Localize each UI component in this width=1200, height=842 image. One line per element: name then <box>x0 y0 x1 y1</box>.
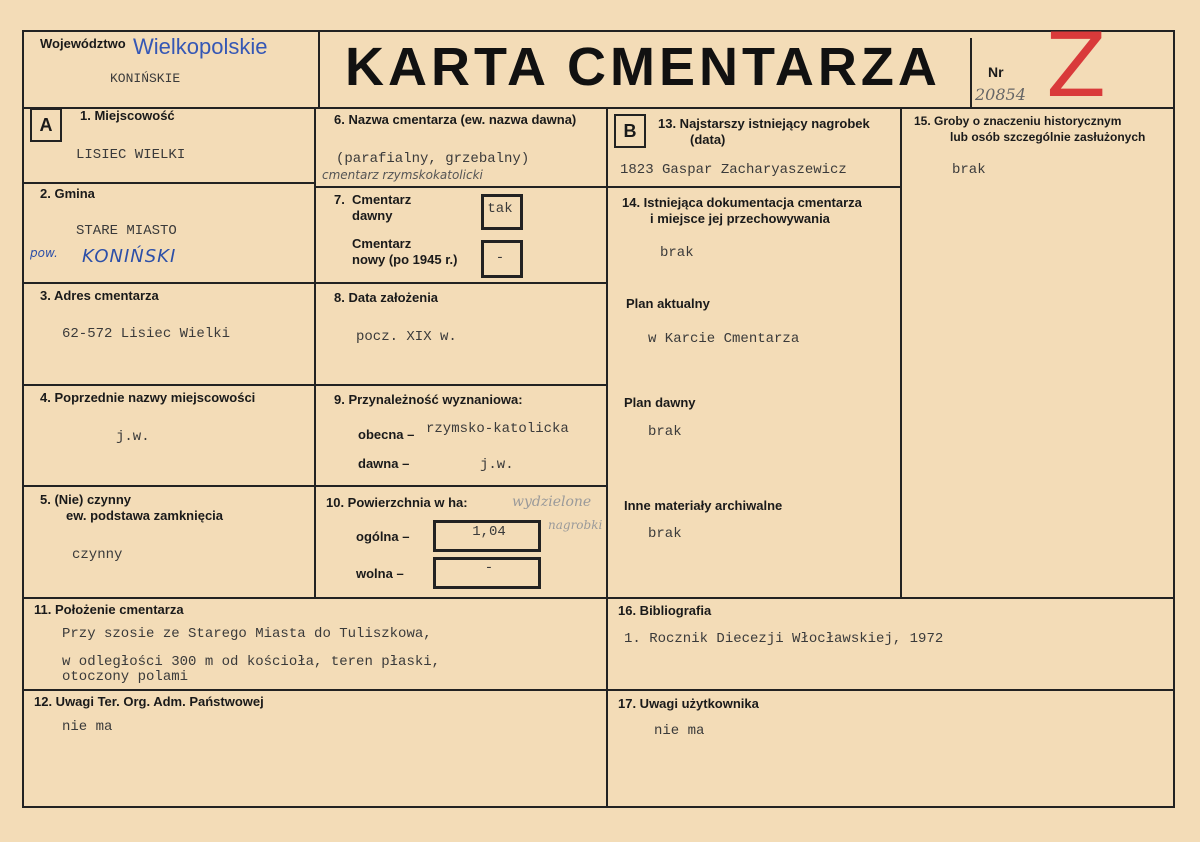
field-16-value: 1. Rocznik Diecezji Włocławskiej, 1972 <box>624 631 944 647</box>
row-sep-13-14 <box>606 186 902 188</box>
field-3-label: 3. Adres cmentarza <box>40 288 159 303</box>
section-b-box: B <box>614 114 646 148</box>
field-3-value: 62-572 Lisiec Wielki <box>62 326 231 342</box>
field-7-nowy-line2: nowy (po 1945 r.) <box>352 252 458 267</box>
field-6-value: (parafialny, grzebalny) <box>336 151 530 167</box>
inne-materialy-label: Inne materiały archiwalne <box>624 498 783 513</box>
section-a-box: A <box>30 108 62 142</box>
field-14-label-line2: i miejsce jej przechowywania <box>650 211 830 226</box>
row-sep-8-9 <box>314 384 608 386</box>
field-13-label-line2: (data) <box>690 132 726 147</box>
field-6-label: 6. Nazwa cmentarza (ew. nazwa dawna) <box>334 112 577 127</box>
field-7-dawny-line1: Cmentarz <box>352 192 412 207</box>
field-1-label: 1. Miejscowość <box>80 108 175 123</box>
row-sep-9-10 <box>314 485 608 487</box>
field-7-nowy-value: - <box>495 250 505 266</box>
row-sep-1-2 <box>22 182 316 184</box>
field-10-ogolna-label: ogólna – <box>356 529 410 544</box>
frame-right <box>1173 30 1175 808</box>
wojewodztwo-label: Województwo <box>40 36 126 51</box>
field-4-label: 4. Poprzednie nazwy miejscowości <box>40 390 256 405</box>
card-title: KARTA CMENTARZA <box>345 37 941 97</box>
frame-bottom <box>22 806 1175 808</box>
field-7-label: 7. <box>334 192 345 207</box>
field-15-label-line1: 15. Groby o znaczeniu historycznym <box>914 114 1122 128</box>
header-bottom <box>22 107 1175 109</box>
field-10-pencil-note-2: nagrobki <box>548 518 603 532</box>
nr-label: Nr <box>988 64 1004 80</box>
field-7-dawny-line2: dawny <box>352 208 393 223</box>
field-7-nowy-line1: Cmentarz <box>352 236 412 251</box>
row-sep-7-8 <box>314 282 608 284</box>
frame-top <box>22 30 1175 32</box>
row-sep-3-4 <box>22 384 316 386</box>
row-sep-main-11 <box>22 597 1175 599</box>
field-17-value: nie ma <box>654 723 705 739</box>
powiat-handwritten: KONIŃSKI <box>82 246 177 267</box>
field-2-label: 2. Gmina <box>40 186 95 201</box>
row-sep-11-12 <box>22 689 1175 691</box>
field-10-ogolna-value: 1,04 <box>472 524 506 540</box>
field-10-wolna-label: wolna – <box>356 566 404 581</box>
field-8-label: 8. Data założenia <box>334 290 439 305</box>
field-7-dawny-value: tak <box>487 201 513 217</box>
field-12-value: nie ma <box>62 719 113 735</box>
field-14-value: brak <box>660 245 694 261</box>
plan-aktualny-value: w Karcie Cmentarza <box>648 331 800 347</box>
field-5-value: czynny <box>72 547 123 563</box>
field-9-obecna-value: rzymsko-katolicka <box>426 421 569 437</box>
field-13-label-line1: 13. Najstarszy istniejący nagrobek <box>658 116 870 131</box>
powiat-prefix: pow. <box>30 246 58 260</box>
field-15-label-line2: lub osób szczególnie zasłużonych <box>950 130 1146 144</box>
field-17-label: 17. Uwagi użytkownika <box>618 696 759 711</box>
field-9-dawna-value: j.w. <box>480 457 514 473</box>
header-divider-right <box>970 38 972 108</box>
field-4-value: j.w. <box>116 429 150 445</box>
inne-materialy-value: brak <box>648 526 682 542</box>
field-11-line1: Przy szosie ze Starego Miasta do Tuliszkowa, <box>62 626 432 642</box>
row-sep-2-3 <box>22 282 316 284</box>
field-9-label: 9. Przynależność wyznaniowa: <box>334 392 523 407</box>
col-divider-1 <box>314 107 316 597</box>
nr-value: 20854 <box>975 85 1026 104</box>
field-11-label: 11. Położenie cmentarza <box>34 602 184 617</box>
field-8-value: pocz. XIX w. <box>356 329 457 345</box>
field-6-handwritten: cmentarz rzymskokatolicki <box>322 168 483 182</box>
field-2-value: STARE MIASTO <box>76 223 177 239</box>
row-sep-6-7 <box>314 186 608 188</box>
nr-letter-z: Z <box>1046 14 1107 117</box>
field-16-label: 16. Bibliografia <box>618 603 712 618</box>
col-divider-3 <box>900 107 902 597</box>
row-sep-4-5 <box>22 485 316 487</box>
field-14-label-line1: 14. Istniejąca dokumentacja cmentarza <box>622 195 862 210</box>
plan-dawny-value: brak <box>648 424 682 440</box>
field-10-pencil-note-1: wydzielone <box>512 494 592 510</box>
field-15-value: brak <box>952 162 986 178</box>
field-11-line2: w odległości 300 m od kościoła, teren płaski, <box>62 654 441 670</box>
plan-aktualny-label: Plan aktualny <box>626 296 710 311</box>
frame-left <box>22 30 24 808</box>
col-divider-2 <box>606 107 608 806</box>
header-divider-left <box>318 30 320 108</box>
wojewodztwo-stamp: Wielkopolskie <box>133 34 268 59</box>
field-9-obecna-label: obecna – <box>358 427 415 442</box>
field-1-value: LISIEC WIELKI <box>76 147 186 163</box>
field-5-label-line2: ew. podstawa zamknięcia <box>66 508 224 523</box>
field-5-label-line1: 5. (Nie) czynny <box>40 492 132 507</box>
field-13-value: 1823 Gaspar Zacharyaszewicz <box>620 162 847 178</box>
old-wojewodztwo: KONIŃSKIE <box>110 71 181 86</box>
field-11-line3: otoczony polami <box>62 669 189 685</box>
plan-dawny-label: Plan dawny <box>624 395 696 410</box>
field-10-wolna-value: - <box>484 560 494 576</box>
field-10-label: 10. Powierzchnia w ha: <box>326 495 468 510</box>
field-12-label: 12. Uwagi Ter. Org. Adm. Państwowej <box>34 694 264 709</box>
field-9-dawna-label: dawna – <box>358 456 410 471</box>
